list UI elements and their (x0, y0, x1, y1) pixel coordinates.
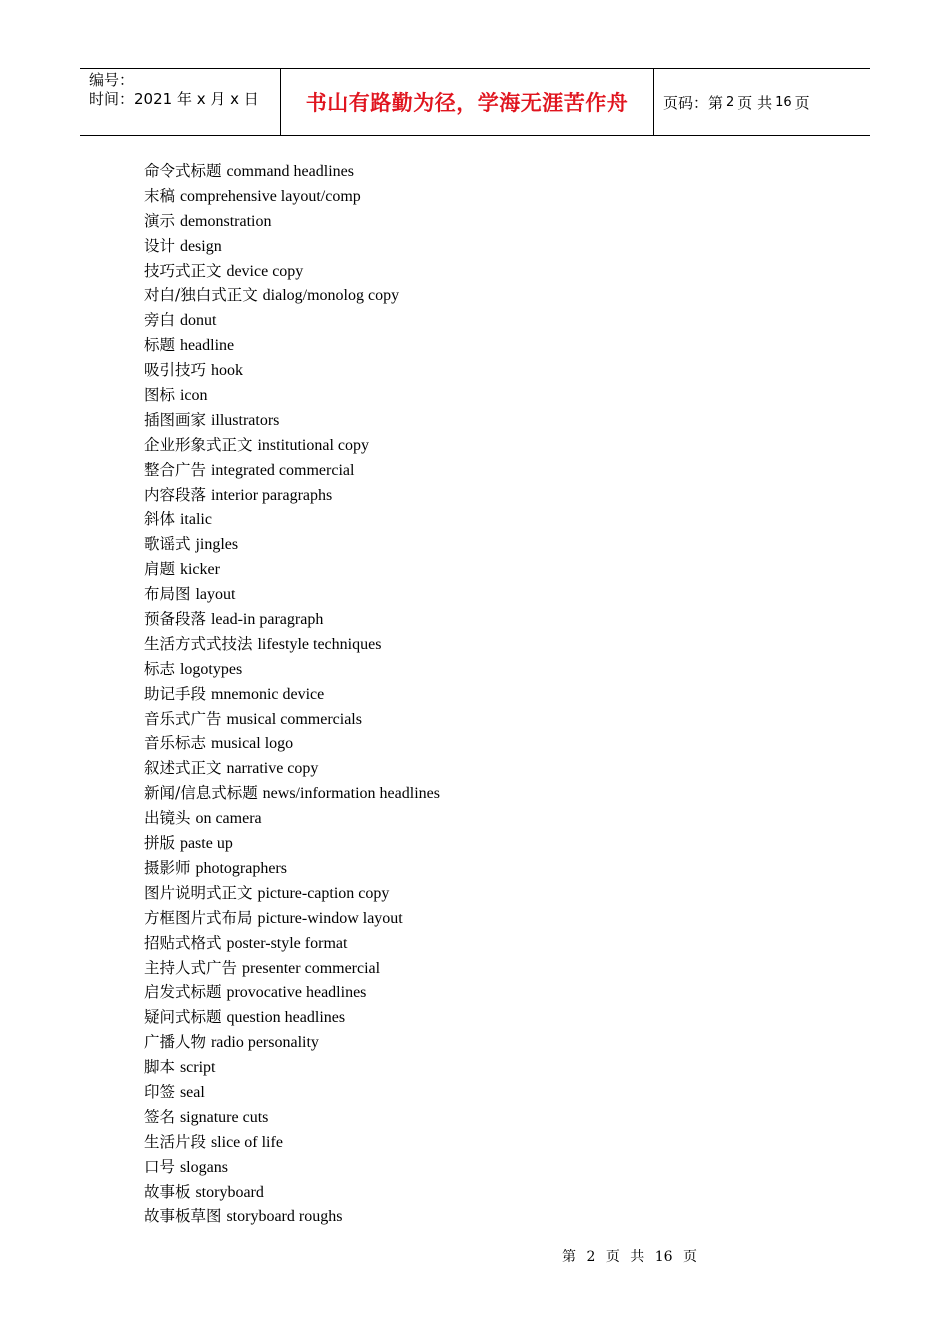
term-chinese: 对白/独白式正文 (144, 286, 258, 305)
glossary-entry (144, 1130, 440, 1155)
glossary-entry (144, 507, 440, 532)
term-chinese: 技巧式正文 (144, 261, 222, 280)
term-chinese: 叙述式正文 (144, 759, 222, 778)
term-chinese: 方框图片式布局 (144, 908, 253, 927)
page-end-label: 页 (794, 93, 810, 112)
glossary-entry (144, 433, 440, 458)
term-chinese: 旁白 (144, 311, 176, 330)
term-english: radio personality (210, 1034, 319, 1052)
term-english: presenter commercial (241, 959, 381, 977)
glossary-entry (144, 557, 440, 582)
term-chinese: 标题 (144, 336, 176, 355)
term-chinese: 新闻/信息式标题 (144, 784, 258, 803)
term-chinese: 斜体 (144, 510, 176, 529)
glossary-entry (144, 657, 440, 682)
glossary-entry (144, 1030, 440, 1055)
term-english: script (179, 1059, 216, 1077)
term-english: design (179, 237, 222, 255)
term-chinese: 标志 (144, 659, 176, 678)
document-time: 时间：2021 年 x 月 x 日 (89, 90, 259, 108)
glossary-entry (144, 283, 440, 308)
glossary-entry (144, 1105, 440, 1130)
term-chinese: 图标 (144, 386, 176, 405)
page-current: 2 (726, 94, 735, 110)
term-english: question headlines (226, 1009, 346, 1027)
glossary-entry (144, 1005, 440, 1030)
term-english: photographers (195, 859, 287, 877)
glossary-entry (144, 881, 440, 906)
term-chinese: 出镜头 (144, 809, 191, 828)
glossary-entry (144, 458, 440, 483)
term-english: institutional copy (257, 436, 369, 454)
term-chinese: 主持人式广告 (144, 958, 238, 977)
term-chinese: 内容段落 (144, 485, 207, 504)
term-chinese: 脚本 (144, 1058, 176, 1077)
glossary-entry (144, 607, 440, 632)
term-english: kicker (179, 561, 220, 579)
glossary-entry (144, 806, 440, 831)
term-english: narrative copy (226, 760, 319, 778)
term-english: comprehensive layout/comp (179, 187, 361, 205)
term-english: command headlines (226, 163, 354, 180)
term-english: headline (179, 337, 235, 355)
term-chinese: 广播人物 (144, 1033, 207, 1052)
term-chinese: 启发式标题 (144, 983, 222, 1002)
glossary-entry (144, 532, 440, 557)
term-english: hook (210, 362, 243, 380)
term-english: on camera (195, 810, 262, 828)
term-chinese: 音乐式广告 (144, 709, 222, 728)
footer-total-pages: 16 (654, 1249, 673, 1265)
glossary-entry (144, 159, 440, 184)
term-english: musical commercials (226, 710, 362, 728)
term-english: integrated commercial (210, 461, 355, 479)
term-english: musical logo (210, 735, 294, 753)
term-english: provocative headlines (226, 984, 367, 1002)
term-english: layout (195, 586, 236, 604)
document-number-label: 编号： (89, 71, 135, 89)
term-chinese: 助记手段 (144, 684, 207, 703)
term-chinese: 预备段落 (144, 610, 207, 629)
term-chinese: 末稿 (144, 186, 176, 205)
term-english: picture-window layout (257, 909, 403, 927)
term-english: lifestyle techniques (257, 635, 382, 653)
term-english: picture-caption copy (257, 884, 390, 902)
term-chinese: 企业形象式正文 (144, 435, 253, 454)
footer-di: 第 (562, 1249, 576, 1265)
glossary-entry (144, 259, 440, 284)
term-chinese: 整合广告 (144, 460, 207, 479)
term-chinese: 印签 (144, 1082, 176, 1101)
term-chinese: 吸引技巧 (144, 361, 207, 380)
glossary-entry (144, 358, 440, 383)
glossary-entry (144, 931, 440, 956)
glossary-entry (144, 184, 440, 209)
glossary-entry (144, 980, 440, 1005)
glossary-entry (144, 582, 440, 607)
term-chinese: 摄影师 (144, 858, 191, 877)
glossary-entry (144, 756, 440, 781)
glossary-entry (144, 956, 440, 981)
glossary-entry (144, 234, 440, 259)
term-chinese: 演示 (144, 211, 176, 230)
term-chinese: 歌谣式 (144, 535, 191, 554)
glossary-entry (144, 209, 440, 234)
term-chinese: 音乐标志 (144, 734, 207, 753)
glossary-entry (144, 383, 440, 408)
term-chinese: 签名 (144, 1107, 176, 1126)
term-chinese: 故事板 (144, 1182, 191, 1201)
header-motto: 书山有路勤为径，学海无涯苦作舟 (281, 69, 654, 135)
footer-current-page: 2 (586, 1249, 596, 1265)
glossary-entry (144, 781, 440, 806)
term-chinese: 故事板草图 (144, 1207, 222, 1226)
page-footer (562, 1246, 703, 1266)
term-chinese: 生活片段 (144, 1132, 207, 1151)
term-chinese: 肩题 (144, 560, 176, 579)
term-english: demonstration (179, 212, 272, 230)
glossary-entry (144, 1204, 440, 1229)
term-english: mnemonic device (210, 685, 325, 703)
page-total: 16 (775, 94, 792, 110)
footer-gong: 共 (630, 1249, 645, 1265)
term-chinese: 疑问式标题 (144, 1008, 222, 1027)
term-chinese: 插图画家 (144, 410, 207, 429)
page-mid-label: 页 共 (737, 93, 773, 112)
glossary-entry (144, 1155, 440, 1180)
term-english: paste up (179, 835, 233, 853)
header-meta (80, 69, 281, 135)
term-english: illustrators (210, 411, 280, 429)
term-chinese: 布局图 (144, 585, 191, 604)
glossary-entry (144, 856, 440, 881)
glossary-list (144, 159, 440, 1229)
term-english: poster-style format (226, 934, 348, 952)
term-english: signature cuts (179, 1108, 269, 1126)
footer-ye-end: 页 (683, 1249, 698, 1265)
glossary-entry (144, 408, 440, 433)
term-english: jingles (195, 536, 239, 554)
glossary-entry (144, 1180, 440, 1205)
term-chinese: 口号 (144, 1157, 176, 1176)
glossary-entry (144, 707, 440, 732)
term-english: icon (179, 387, 208, 405)
term-english: seal (179, 1083, 205, 1101)
glossary-entry (144, 831, 440, 856)
term-english: slice of life (210, 1133, 283, 1151)
term-english: storyboard (195, 1183, 264, 1201)
term-chinese: 招贴式格式 (144, 933, 222, 952)
page-label: 页码：第 (663, 93, 724, 112)
term-english: italic (179, 511, 212, 529)
page-header (80, 68, 870, 136)
glossary-entry (144, 308, 440, 333)
glossary-entry (144, 632, 440, 657)
term-english: logotypes (179, 660, 243, 678)
glossary-entry (144, 1055, 440, 1080)
term-english: donut (179, 312, 217, 330)
term-chinese: 设计 (144, 236, 176, 255)
term-english: dialog/monolog copy (262, 287, 400, 305)
glossary-entry (144, 1080, 440, 1105)
term-english: lead-in paragraph (210, 611, 324, 629)
term-chinese: 生活方式式技法 (144, 634, 253, 653)
term-chinese: 命令式标题 (144, 162, 222, 180)
glossary-entry (144, 682, 440, 707)
term-english: interior paragraphs (210, 486, 333, 504)
header-page-info (654, 69, 870, 135)
glossary-entry (144, 483, 440, 508)
footer-ye: 页 (605, 1249, 620, 1265)
term-english: storyboard roughs (226, 1208, 343, 1226)
term-english: news/information headlines (262, 785, 440, 803)
term-english: device copy (226, 262, 304, 280)
term-chinese: 拼版 (144, 834, 176, 853)
glossary-entry (144, 906, 440, 931)
term-english: slogans (179, 1158, 228, 1176)
glossary-entry (144, 731, 440, 756)
term-chinese: 图片说明式正文 (144, 883, 253, 902)
glossary-entry (144, 333, 440, 358)
